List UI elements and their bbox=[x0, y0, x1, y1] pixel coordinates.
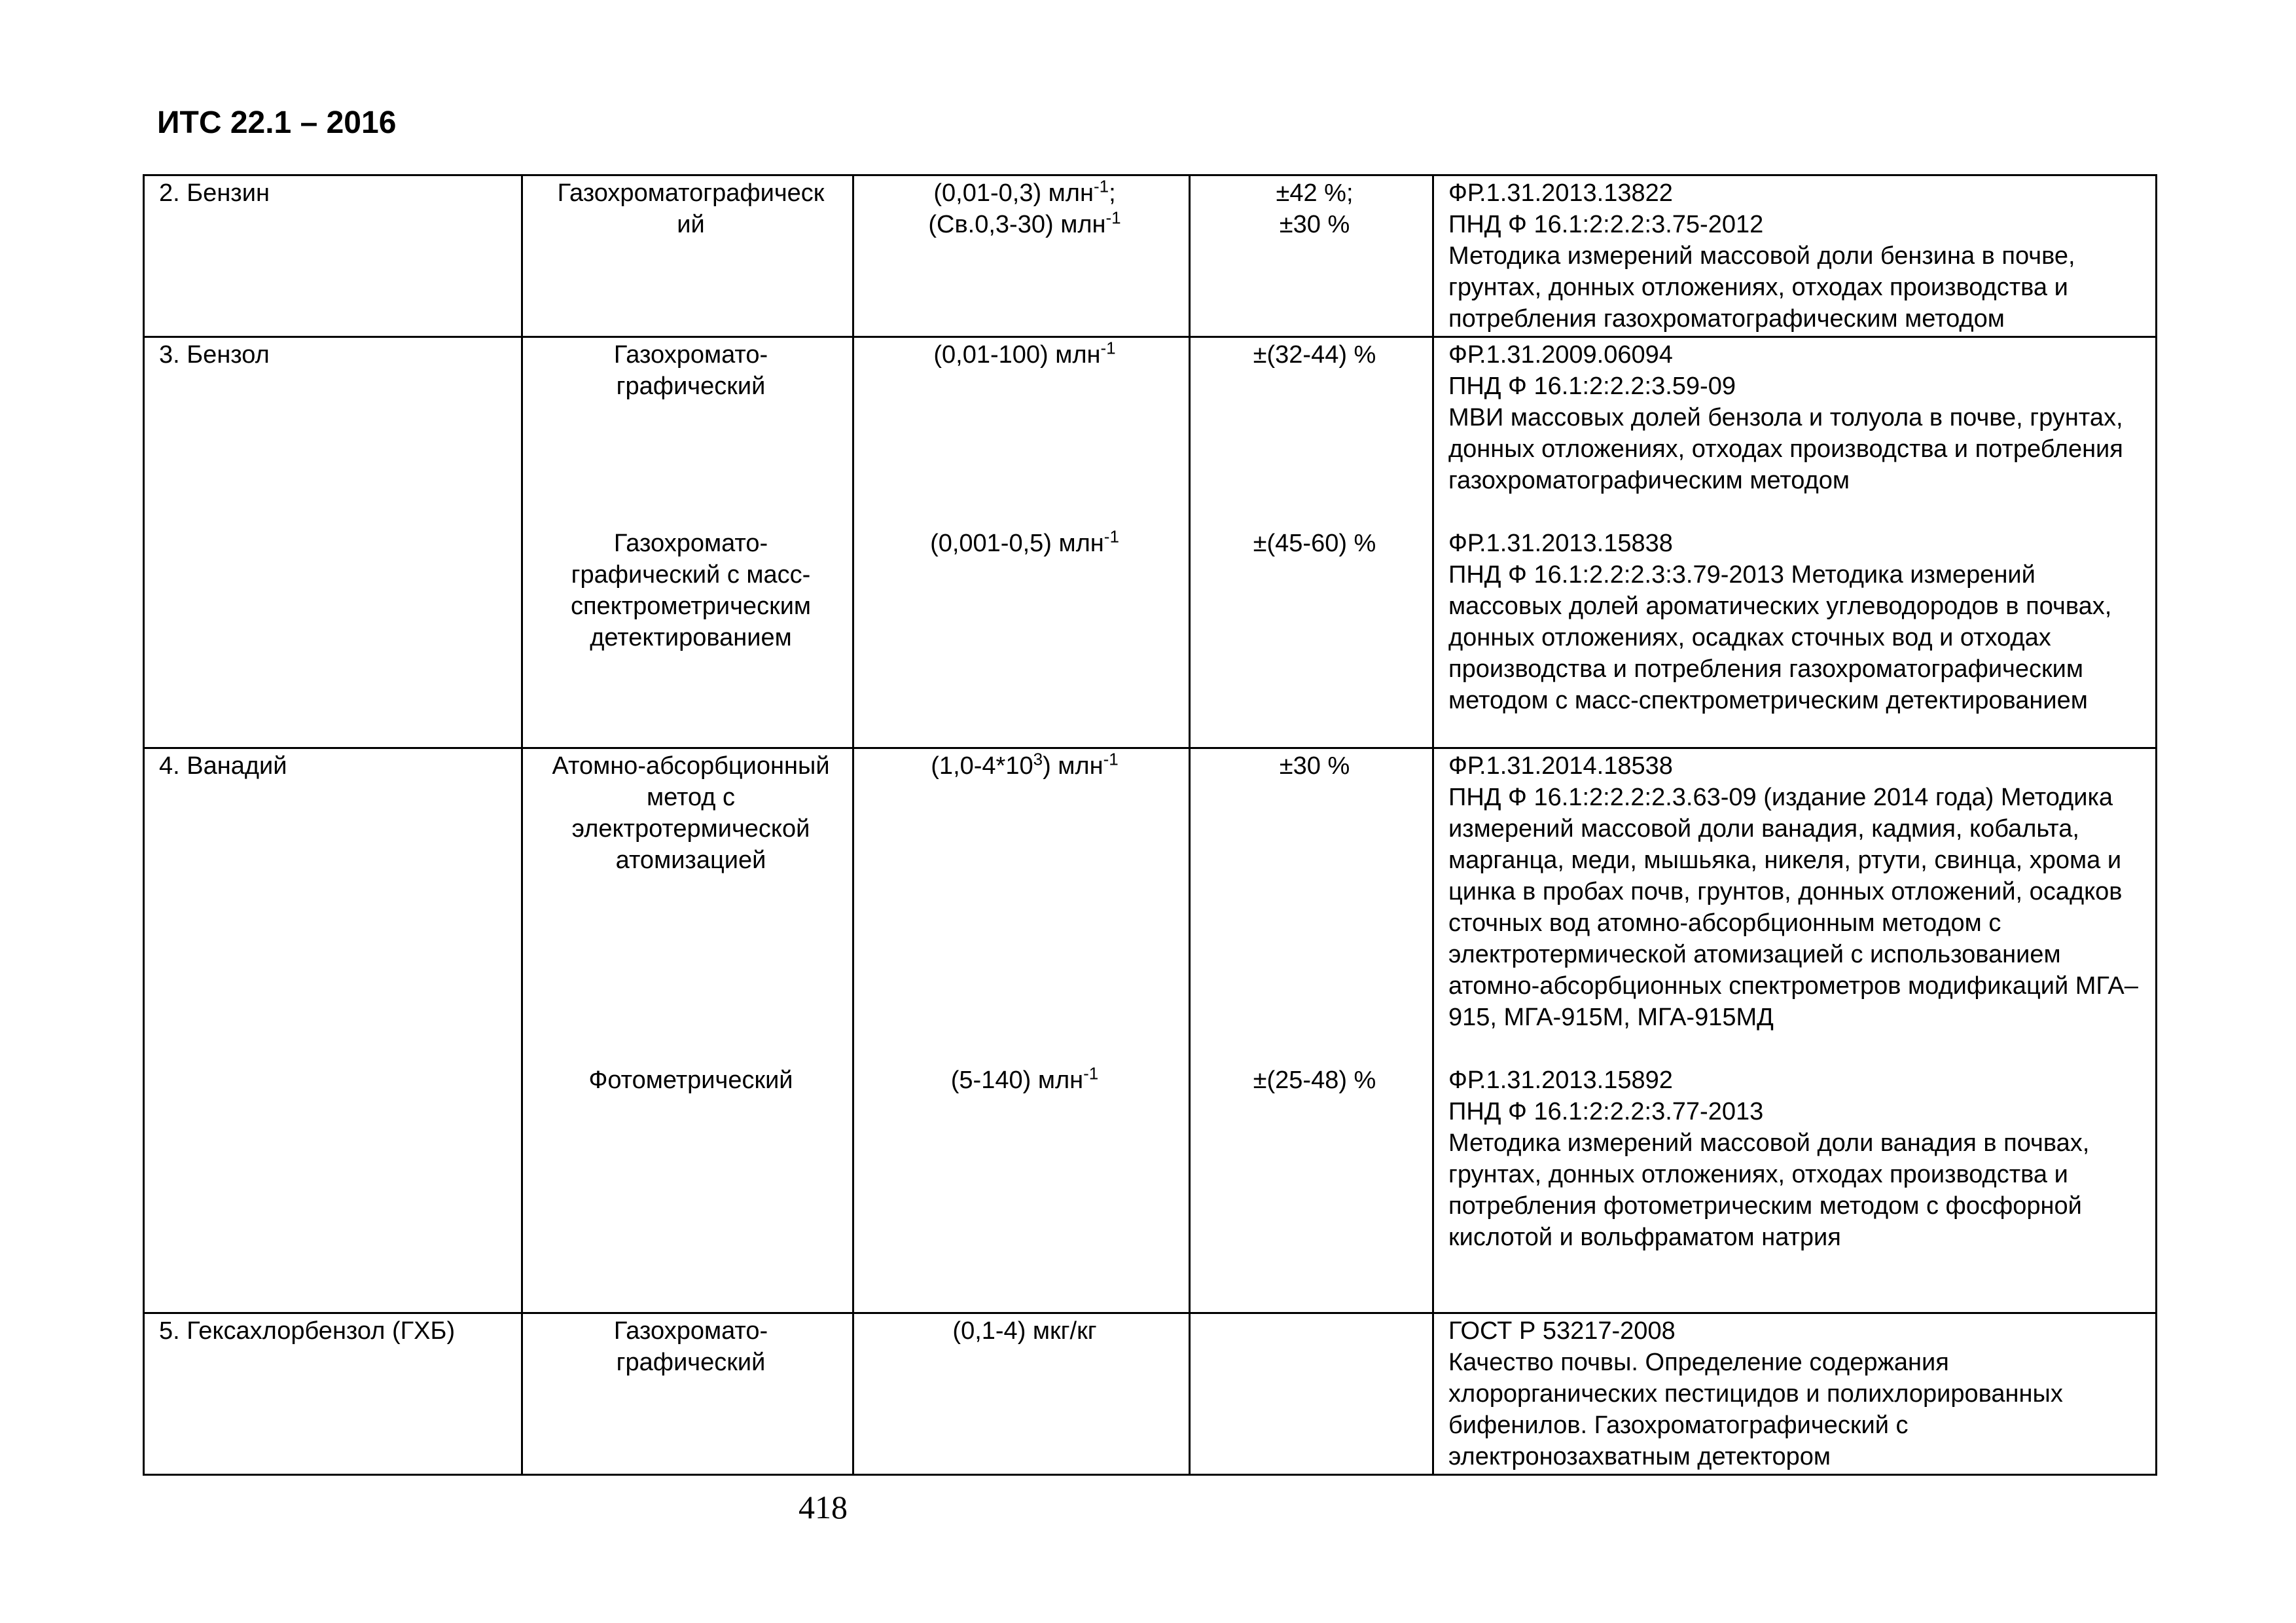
range-line: (0,01-0,3) млн$^{-1}$; bbox=[933, 176, 1116, 207]
table-row bbox=[144, 1313, 2157, 1475]
substance-cell: 5. Гексахлорбензол (ГХБ) bbox=[144, 1313, 522, 1475]
document-code: ФР.1.31.2013.15892 bbox=[1448, 1067, 1673, 1094]
substance-cell: 3. Бензол bbox=[144, 337, 522, 748]
error-cell bbox=[1190, 337, 1433, 748]
range-line: (Св.0,3-30) млн$^{-1}$ bbox=[928, 208, 1121, 238]
document-code: ФР.1.31.2009.06094 bbox=[1448, 341, 1673, 369]
document-cell bbox=[1433, 748, 2157, 1313]
document-description: МВИ массовых долей бензола и толуола в почве, грунтах, донных отложениях, отходах производства и потребления газохроматографическим методом bbox=[1448, 404, 2123, 494]
method-text: Фотометрический bbox=[588, 1067, 793, 1094]
method-text: Газохромато-графический bbox=[613, 341, 768, 400]
error-line: ±30 % bbox=[1279, 752, 1350, 780]
error-cell bbox=[1190, 175, 1433, 337]
method-cell bbox=[522, 337, 853, 748]
substance-cell: 2. Бензин bbox=[144, 175, 522, 337]
document-description: Качество почвы. Определение содержания хлорорганических пестицидов и полихлорированных бифенилов. Газохроматографический с электронозахватным детектором bbox=[1448, 1349, 2063, 1470]
document-code: ФР.1.31.2013.13822 bbox=[1448, 179, 1673, 207]
range-line: (5-140) млн$^{-1}$ bbox=[950, 1063, 1099, 1094]
method-text: Газохромато-графический с масс-спектрометрическим детектированием bbox=[570, 530, 812, 651]
error-line: ±(25-48) % bbox=[1253, 1067, 1376, 1094]
range-line: (0,01-100) млн$^{-1}$ bbox=[933, 338, 1116, 369]
document-cell bbox=[1433, 1313, 2157, 1475]
document-code: ФР.1.31.2014.18538 bbox=[1448, 752, 1673, 780]
document-code: ПНД Ф 16.1:2:2.2:3.75-2012 bbox=[1448, 211, 1764, 238]
document-code: ГОСТ Р 53217-2008 bbox=[1448, 1317, 1676, 1345]
method-cell bbox=[522, 748, 853, 1313]
range-cell bbox=[853, 748, 1190, 1313]
document-code: ФР.1.31.2013.15838 bbox=[1448, 530, 1673, 557]
document-description: ПНД Ф 16.1:2.2:2.3:3.79-2013 Методика измерений массовых долей ароматических углеводородов в почвах, донных отложениях, осадках сточных вод и отходах производства и потребления газохроматографическим методом с масс-спектрометрическим детектированием bbox=[1448, 561, 2112, 714]
method-text: Газохромато-графический bbox=[613, 1317, 768, 1376]
method-text: Атомно-абсорбционный метод с электротермической атомизацией bbox=[552, 752, 830, 874]
range-cell bbox=[853, 337, 1190, 748]
error-cell bbox=[1190, 1313, 1433, 1475]
error-line: ±(32-44) % bbox=[1253, 341, 1376, 369]
range-cell bbox=[853, 1313, 1190, 1475]
method-cell bbox=[522, 175, 853, 337]
document-code: ПНД Ф 16.1:2:2.2:3.59-09 bbox=[1448, 373, 1736, 400]
error-line: ±30 % bbox=[1279, 211, 1350, 238]
error-line: ±42 %; bbox=[1276, 179, 1354, 207]
table-row bbox=[144, 175, 2157, 337]
substance-cell: 4. Ванадий bbox=[144, 748, 522, 1313]
document-cell bbox=[1433, 175, 2157, 337]
method-text: Газохроматографическ ий bbox=[557, 179, 825, 238]
document-description: Методика измерений массовой доли бензина в почве, грунтах, донных отложениях, отходах производства и потребления газохроматографическим методом bbox=[1448, 242, 2075, 333]
document-cell bbox=[1433, 337, 2157, 748]
document-header: ИТС 22.1 – 2016 bbox=[157, 105, 397, 140]
page-number: 418 bbox=[798, 1489, 848, 1525]
error-cell bbox=[1190, 748, 1433, 1313]
methods-table bbox=[143, 174, 2157, 1476]
range-cell bbox=[853, 175, 1190, 337]
range-line: (0,001-0,5) млн$^{-1}$ bbox=[930, 526, 1119, 557]
range-line: $(1,0-4*10^3)$ млн$^{-1}$ bbox=[931, 749, 1119, 780]
table-row bbox=[144, 748, 2157, 1313]
table-row bbox=[144, 337, 2157, 748]
method-cell bbox=[522, 1313, 853, 1475]
document-description: ПНД Ф 16.1:2:2.2:2.3.63-09 (издание 2014 года) Методика измерений массовой доли ванадия, кадмия, кобальта, марганца, меди, мышьяка, никеля, ртути, свинца, хрома и цинка в пробах почв, грунтов, донных отложений, осадков сточных вод атомно-абсорбционным методом с электротермической атомизацией с использованием атомно-абсорбционных спектрометров модификаций МГА–915, МГА-915М, МГА-915МД bbox=[1448, 784, 2138, 1031]
document-description: Методика измерений массовой доли ванадия в почвах, грунтах, донных отложениях, отходах производства и потребления фотометрическим методом с фосфорной кислотой и вольфраматом натрия bbox=[1448, 1129, 2090, 1251]
document-code: ПНД Ф 16.1:2:2.2:3.77-2013 bbox=[1448, 1098, 1764, 1125]
error-line: ±(45-60) % bbox=[1253, 530, 1376, 557]
range-line: (0,1-4) мкг/кг bbox=[952, 1317, 1097, 1345]
